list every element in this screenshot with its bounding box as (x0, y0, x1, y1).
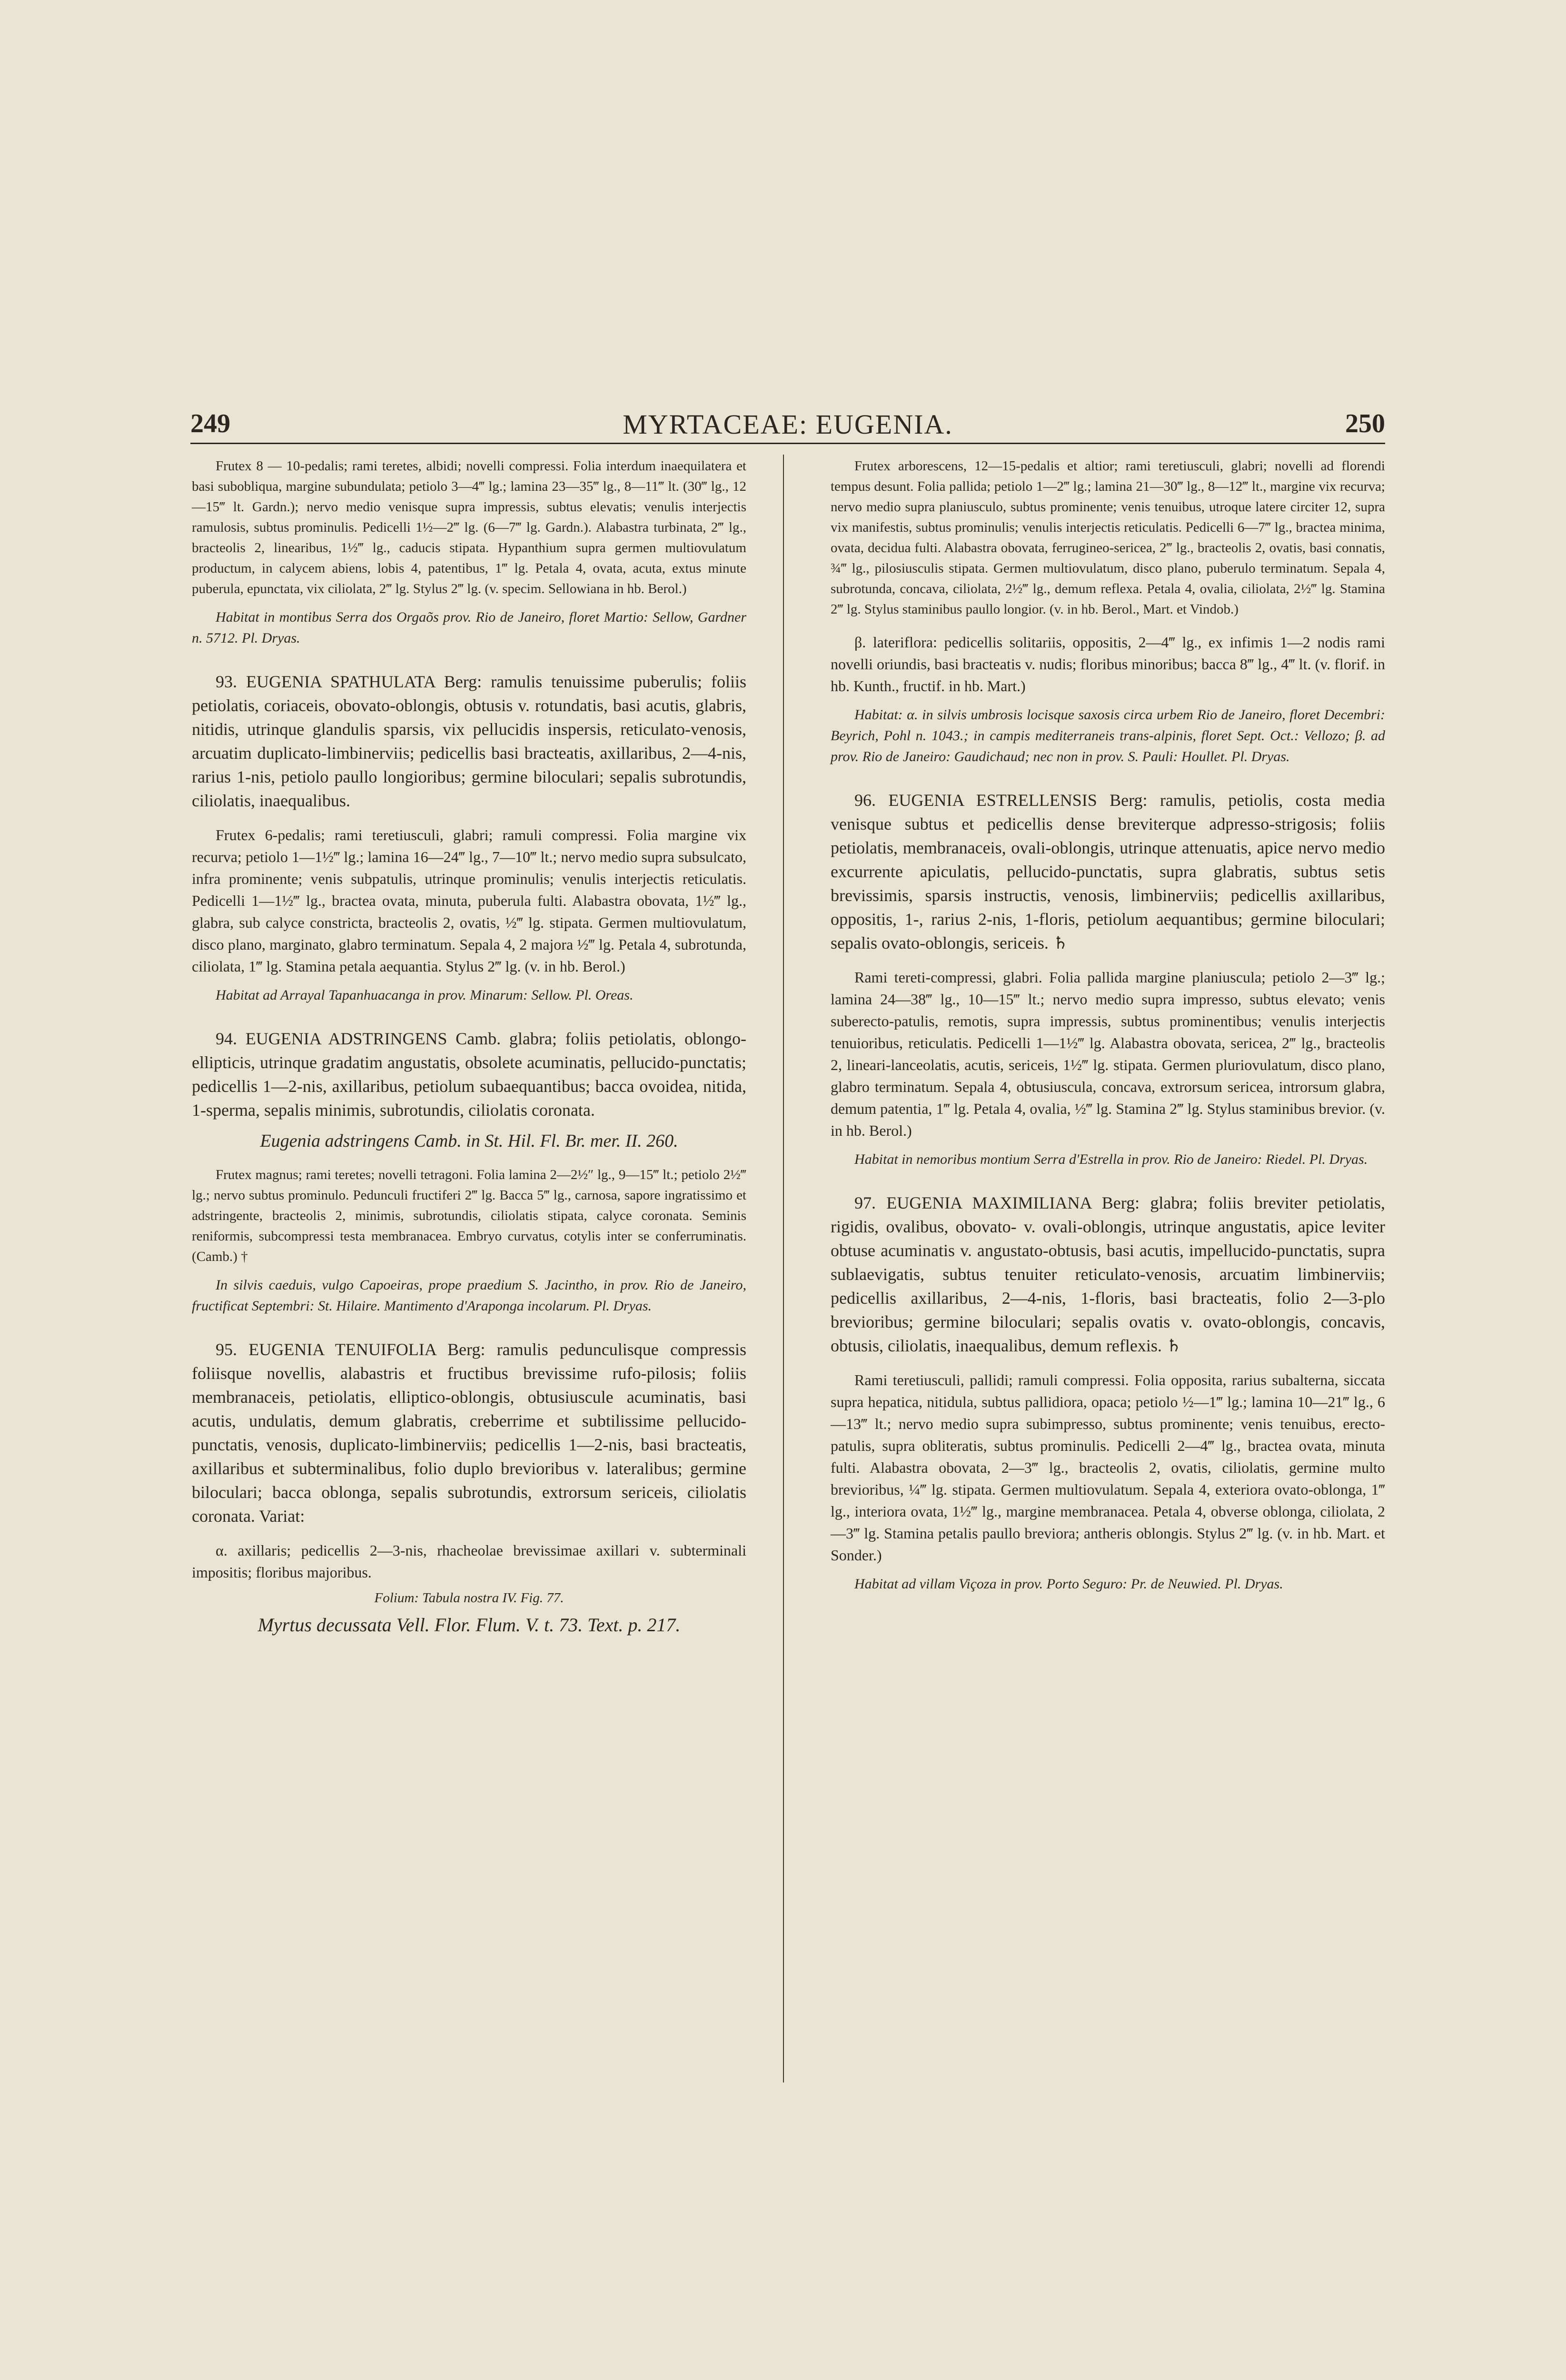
species-94-synonym: Eugenia adstringens Camb. in St. Hil. Fl. Br. mer. II. 260. (260, 1131, 678, 1151)
species-96-habitat: Habitat in nemoribus montium Serra d'Estrella in prov. Rio de Janeiro: Riedel. Pl. Dryas. (854, 1151, 1368, 1167)
species-96-diagnosis: 96. EUGENIA ESTRELLENSIS Berg: ramulis, petiolis, costa media venisque subtus et pedicellis dense breviterque adpresso-strigosis; foliis petiolatis, membranaceis, ovali-oblongis, utrinque attenuatis, apice nervo medio excurrente apiculatis, pellucido-punctatis, supra glabratis, subtus setis brevissimis, sparsis instructis, venosis, limbinerviis; pedicellis axillaribus, oppositis, 1-, rarius 2-nis, 1-floris, petiolum aequantibus; germine biloculari; sepalis ovato-oblongis, sericeis. ♄ (831, 791, 1385, 952)
species-94-diagnosis: 94. EUGENIA ADSTRINGENS Camb. glabra; foliis petiolatis, oblongo-ellipticis, utrinque gradatim angustatis, obsolete acuminatis, pellucido-punctatis; pedicellis 1—2-nis, axillaribus, petiolum subaequantibus; bacca ovoidea, nitida, 1-sperma, sepalis minimis, subrotundis, ciliolatis coronata. (192, 1029, 746, 1120)
running-title: MYRTACEAE: EUGENIA. (623, 409, 953, 440)
species-97-habitat: Habitat ad villam Viçoza in prov. Porto Seguro: Pr. de Neuwied. Pl. Dryas. (854, 1576, 1283, 1592)
species-95-diagnosis: 95. EUGENIA TENUIFOLIA Berg: ramulis pedunculisque compressis foliisque novellis, alabastris et fructibus brevissime rufo-pilosis; foliis membranaceis, petiolatis, elliptico-oblongis, obtusiuscule acuminatis, basi acutis, undulatis, demum glabratis, creberrime et subtilissime pellucido-punctatis, venosis, duplicato-limbinerviis; pedicellis 1—2-nis, basi bracteatis, axillaribus et subterminalibus, folio duplo brevioribus v. lateralibus; germine biloculari; bacca oblonga, sepalis subrotundis, extrorsum sericeis, ciliolatis coronata. Variat: (192, 1340, 746, 1526)
species-95-description: Frutex arborescens, 12—15-pedalis et altior; rami teretiusculi, glabri; novelli ad florendi tempus desunt. Folia pallida; petiolo 1—2‴ lg.; lamina 21—30‴ lg., 8—12‴ lt., margine vix recurva; nervo medio supra planiusculo, subtus prominente; venis tenuibus, utroque latere circiter 12, supra vix manifestis, subtus prominulis; venulis interjectis reticulatis. Pedicelli 6—7‴ lg., bractea minima, ovata, decidua fulti. Alabastra obovata, ferrugineo-sericea, 2‴ lg., bracteolis 2, ovatis, basi connatis, ¾‴ lg., pilosiusculis stipata. Germen multiovulatum, disco plano, puberulo terminatum. Sepala 4, subrotunda, concava, ciliolata, 2½‴ lg., demum reflexa. Petala 4, ovalia, ciliolata, 2½‴ lg. Stamina 2‴ lg. Stylus staminibus paullo longior. (v. in hb. Berol., Mart. et Vindob.) (831, 458, 1385, 617)
habitat-note: Habitat in montibus Serra dos Orgaõs prov. Rio de Janeiro, floret Martio: Sellow, Gardner n. 5712. Pl. Dryas. (192, 609, 746, 646)
species-93-diagnosis: 93. EUGENIA SPATHULATA Berg: ramulis tenuissime puberulis; foliis petiolatis, coriaceis, obovato-oblongis, obtusis v. rotundatis, basi acutis, glabris, nitidis, utrinque glandulis sparsis, vix pellucidis inspersis, reticulato-venosis, arcuatim duplicato-limbinerviis; pedicellis basi bracteatis, axillaribus, 2—4-nis, rarius 1-nis, petiolo paullo longioribus; germine biloculari; sepalis subrotundis, ciliolatis, inaequalibus. (192, 672, 746, 810)
species-96-description: Rami tereti-compressi, glabri. Folia pallida margine planiuscula; petiolo 2—3‴ lg.; lamina 24—38‴ lg., 10—15‴ lt.; nervo medio supra impresso, subtus elevato; venis suberecto-patulis, remotis, supra impressis, subtus prominentibus; venulis interjectis tenuioribus, reticulatis. Pedicelli 1—1½‴ lg. Alabastra obovata, sericea, 2‴ lg., bracteolis 2, lineari-lanceolatis, acutis, sericeis, 1½‴ lg. stipata. Germen pluriovulatum, disco plano, glabro terminatum. Sepala 4, obtusiuscula, concava, extrorsum sericea, introrsum glabra, demum patentia, 1‴ lg. Petala 4, ovalia, ½‴ lg. Stamina 2‴ lg. Stylus staminibus brevior. (v. in hb. Berol.) (831, 969, 1385, 1139)
species-97-diagnosis: 97. EUGENIA MAXIMILIANA Berg: glabra; foliis breviter petiolatis, rigidis, ovalibus, obovato- v. ovali-oblongis, utrinque angustatis, apice leviter obtuse acuminatis v. angustato-obtusis, basi acutis, impellucido-punctatis, supra sublaevigatis, subtus tenuiter reticulato-venosis, arcuatim limbinerviis; pedicellis axillaribus, 2—4-nis, 1-floris, basi bracteatis, folio 2—3-plo brevioribus; germine biloculari; sepalis ovatis v. ovato-oblongis, concavis, obtusis, ciliolatis, inaequalibus, demum reflexis. ♄ (831, 1193, 1385, 1355)
page-number-right: 250 (1345, 409, 1385, 438)
page-number-left: 249 (190, 409, 230, 438)
species-95-habitat: Habitat: α. in silvis umbrosis locisque saxosis circa urbem Rio de Janeiro, floret Decembri: Beyrich, Pohl n. 1043.; in campis mediterraneis trans-alpinis, floret Sept. Oct.: Vellozo; β. ad prov. Rio de Janeiro: Gaudichaud; nec non in prov. S. Pauli: Houllet. Pl. Dryas. (831, 707, 1385, 764)
species-94-description: Frutex magnus; rami teretes; novelli tetragoni. Folia lamina 2—2½″ lg., 9—15‴ lt.; petiolo 2½‴ lg.; nervo subtus prominulo. Pedunculi fructiferi 2‴ lg. Bacca 5‴ lg., carnosa, sapore ingratissimo et adstringente, bracteolis 2, minimis, subrotundis, ciliolatis stipata, calyce coronata. Seminis reniformis, subcompressi testa membranacea. Embryo curvatus, cotylis inter se conferruminatis. (Camb.) † (192, 1167, 746, 1264)
column-divider (783, 455, 784, 2082)
header-rule (190, 443, 1385, 444)
description-continued: Frutex 8 — 10-pedalis; rami teretes, albidi; novelli compressi. Folia interdum inaequilatera et basi subobliqua, margine subundulata; petiolo 3—4‴ lg.; lamina 23—35‴ lg., 8—11‴ lt. (30‴ lg., 12—15‴ lt. Gardn.); nervo medio venisque supra impressis, subtus elevatis; venulis interjectis ramulosis, subtus prominulis. Pedicelli 1½—2‴ lg. (6—7‴ lg. Gardn.). Alabastra turbinata, 2‴ lg., bracteolis 2, linearibus, 1½‴ lg., caducis stipata. Hypanthium supra germen multiovulatum productum, in calycem abiens, lobis 4, patentibus, 1‴ lg. Petala 4, ovata, acuta, extus minute puberula, epunctata, vix ciliolata, 2‴ lg. Stylus 2‴ lg. (v. specim. Sellowiana in hb. Berol.) (192, 458, 746, 596)
species-94-habitat: In silvis caeduis, vulgo Capoeiras, prope praedium S. Jacintho, in prov. Rio de Janeiro, fructificat Septembri: St. Hilaire. Mantimento d'Araponga incolarum. Pl. Dryas. (192, 1277, 746, 1314)
species-93-description: Frutex 6-pedalis; rami teretiusculi, glabri; ramuli compressi. Folia margine vix recurva; petiolo 1—1½‴ lg.; lamina 16—24‴ lg., 7—10‴ lt.; nervo medio supra subsulcato, infra prominente; venis subpatulis, utrinque prominulis; venulis interjectis reticulatis. Pedicelli 1—1½‴ lg., bractea ovata, minuta, puberula fulti. Alabastra obovata, 1½‴ lg., glabra, sub calyce constricta, bracteolis 2, ovatis, ½‴ lg. stipata. Germen multiovulatum, disco plano, marginato, glabro terminatum. Sepala 4, 2 majora ½‴ lg. Petala 4, subrotunda, ciliolata, 1‴ lg. Stamina petala aequantia. Stylus 2‴ lg. (v. in hb. Berol.) (192, 826, 746, 975)
species-95-figure-ref: Folium: Tabula nostra IV. Fig. 77. (374, 1590, 564, 1606)
species-95-variety-beta: β. lateriflora: pedicellis solitariis, oppositis, 2—4‴ lg., ex infimis 1—2 nodis rami novelli oriundis, basi bracteatis v. nudis; floribus minoribus; bacca 8‴ lg., 4‴ lt. (v. florif. in hb. Kunth., fructif. in hb. Mart.) (831, 634, 1385, 694)
species-93-habitat: Habitat ad Arrayal Tapanhuacanga in prov. Minarum: Sellow. Pl. Oreas. (216, 987, 634, 1003)
right-column (831, 456, 1385, 1595)
species-95-variety-alpha: α. axillaris; pedicellis 2—3-nis, rhacheolae brevissimae axillari v. subterminali impositis; floribus majoribus. (192, 1542, 746, 1581)
left-column (192, 456, 746, 1638)
species-97-description: Rami teretiusculi, pallidi; ramuli compressi. Folia opposita, rarius subalterna, siccata supra hepatica, nitidula, subtus pallidiora, opaca; petiolo ½—1‴ lg.; lamina 10—21‴ lg., 6—13‴ lt.; nervo medio supra subimpresso, subtus prominente; venis tenuibus, erecto-patulis, supra obliteratis, subtus prominulis. Pedicelli 2—4‴ lg., bractea ovata, minuta fulti. Alabastra obovata, 2—3‴ lg., bracteolis 2, ovatis, ciliolatis, germine multo brevioribus, ¼‴ lg. stipata. Germen multiovulatum. Sepala 4, exteriora ovato-oblonga, 1‴ lg., interiora ovata, 1½‴ lg., margine membranacea. Petala 4, obverse oblonga, ciliolata, 2—3‴ lg. Stamina petalis paullo breviora; antheris oblongis. Stylus 2‴ lg. (v. in hb. Mart. et Sonder.) (831, 1371, 1385, 1564)
page-header (190, 408, 1385, 451)
species-95-synonym: Myrtus decussata Vell. Flor. Flum. V. t. 73. Text. p. 217. (258, 1614, 681, 1636)
